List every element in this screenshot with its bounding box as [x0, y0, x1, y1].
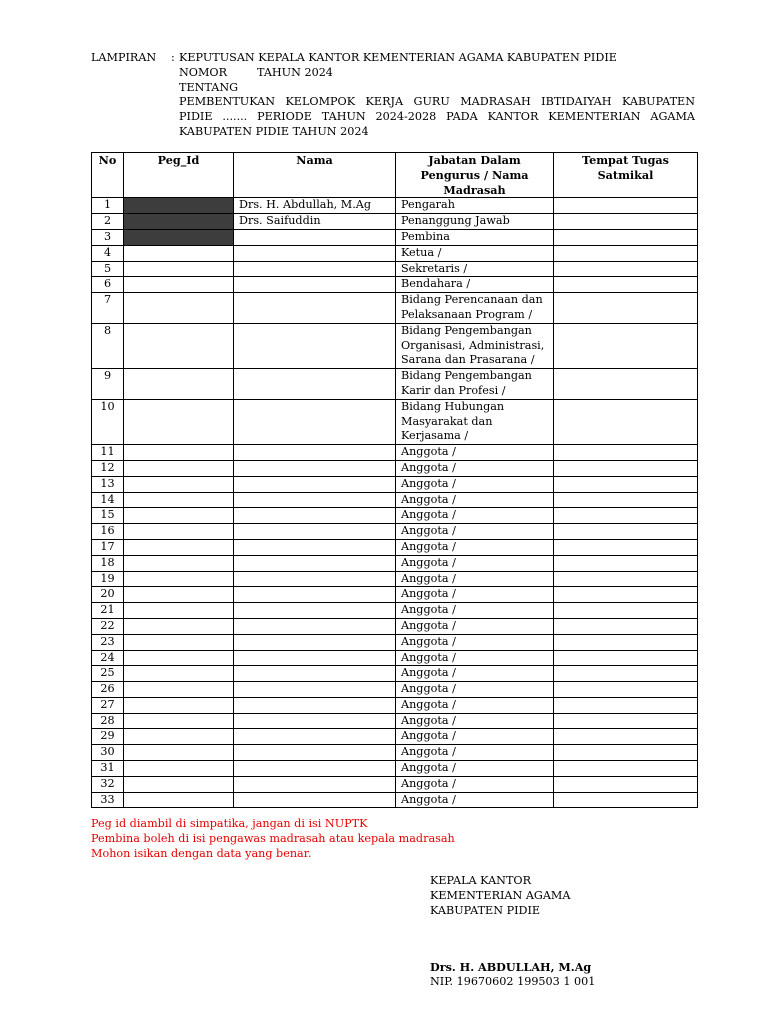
cell-jabatan: Anggota /	[396, 697, 554, 713]
cell-tempat-tugas	[554, 650, 698, 666]
cell-no: 18	[92, 555, 124, 571]
cell-nama	[234, 399, 396, 444]
nomor-line	[179, 66, 695, 81]
cell-jabatan: Bidang Perencanaan dan Pelaksanaan Program /	[396, 293, 554, 324]
cell-jabatan: Anggota /	[396, 555, 554, 571]
cell-nama	[234, 587, 396, 603]
cell-jabatan: Anggota /	[396, 524, 554, 540]
note-line: Pembina boleh di isi pengawas madrasah atau kepala madrasah	[91, 832, 455, 845]
cell-nama	[234, 634, 396, 650]
cell-nama	[234, 603, 396, 619]
cell-jabatan: Sekretaris /	[396, 261, 554, 277]
cell-nama	[234, 682, 396, 698]
cell-tempat-tugas	[554, 571, 698, 587]
cell-jabatan: Anggota /	[396, 587, 554, 603]
cell-tempat-tugas	[554, 492, 698, 508]
cell-peg-id	[124, 445, 234, 461]
cell-nama	[234, 445, 396, 461]
cell-no: 3	[92, 229, 124, 245]
cell-jabatan: Anggota /	[396, 650, 554, 666]
signature-title-line: KEMENTERIAN AGAMA	[430, 889, 571, 902]
cell-jabatan: Pengarah	[396, 198, 554, 214]
cell-no: 20	[92, 587, 124, 603]
header-body	[179, 51, 695, 140]
cell-tempat-tugas	[554, 293, 698, 324]
table-row	[92, 634, 698, 650]
cell-peg-id	[124, 555, 234, 571]
table-row	[92, 745, 698, 761]
cell-jabatan: Anggota /	[396, 761, 554, 777]
cell-peg-id	[124, 476, 234, 492]
cell-no: 26	[92, 682, 124, 698]
cell-nama	[234, 369, 396, 400]
cell-tempat-tugas	[554, 539, 698, 555]
committee-table	[91, 152, 698, 808]
cell-jabatan: Anggota /	[396, 729, 554, 745]
cell-peg-id	[124, 682, 234, 698]
cell-jabatan: Anggota /	[396, 618, 554, 634]
cell-nama	[234, 761, 396, 777]
decree-title: KEPUTUSAN KEPALA KANTOR KEMENTERIAN AGAMA KABUPATEN PIDIE	[179, 51, 617, 64]
table-row	[92, 650, 698, 666]
cell-peg-id	[124, 508, 234, 524]
cell-nama	[234, 618, 396, 634]
cell-peg-id	[124, 713, 234, 729]
subject-line-3: KABUPATEN PIDIE TAHUN 2024	[179, 124, 369, 138]
cell-nama	[234, 555, 396, 571]
cell-nama	[234, 776, 396, 792]
cell-nama	[234, 492, 396, 508]
cell-no: 23	[92, 634, 124, 650]
table-row	[92, 261, 698, 277]
table-row	[92, 524, 698, 540]
cell-nama	[234, 261, 396, 277]
cell-no: 4	[92, 245, 124, 261]
cell-peg-id	[124, 198, 234, 214]
signature-title-line: KABUPATEN PIDIE	[430, 904, 541, 917]
table-row	[92, 713, 698, 729]
cell-nama	[234, 524, 396, 540]
table-row	[92, 682, 698, 698]
cell-no: 12	[92, 460, 124, 476]
header-colon: :	[171, 51, 175, 64]
cell-jabatan: Bendahara /	[396, 277, 554, 293]
table-row	[92, 460, 698, 476]
cell-peg-id	[124, 399, 234, 444]
table-row	[92, 198, 698, 214]
cell-tempat-tugas	[554, 445, 698, 461]
cell-nama	[234, 713, 396, 729]
table-row	[92, 792, 698, 808]
table-row	[92, 508, 698, 524]
cell-jabatan: Bidang Pengembangan Karir dan Profesi /	[396, 369, 554, 400]
cell-nama	[234, 460, 396, 476]
table-row	[92, 445, 698, 461]
cell-tempat-tugas	[554, 369, 698, 400]
cell-peg-id	[124, 650, 234, 666]
table-row	[92, 399, 698, 444]
cell-peg-id	[124, 261, 234, 277]
cell-no: 25	[92, 666, 124, 682]
cell-jabatan: Anggota /	[396, 634, 554, 650]
table-row	[92, 555, 698, 571]
cell-jabatan: Anggota /	[396, 666, 554, 682]
cell-jabatan: Anggota /	[396, 792, 554, 808]
cell-no: 14	[92, 492, 124, 508]
cell-tempat-tugas	[554, 666, 698, 682]
cell-tempat-tugas	[554, 198, 698, 214]
cell-no: 10	[92, 399, 124, 444]
cell-peg-id	[124, 460, 234, 476]
cell-nama	[234, 539, 396, 555]
col-header-jabatan: Jabatan Dalam Pengurus / Nama Madrasah	[396, 153, 554, 198]
cell-peg-id	[124, 539, 234, 555]
cell-jabatan: Bidang Pengembangan Organisasi, Administrasi, Sarana dan Prasarana /	[396, 323, 554, 368]
cell-peg-id	[124, 277, 234, 293]
table-row	[92, 776, 698, 792]
cell-jabatan: Bidang Hubungan Masyarakat dan Kerjasama /	[396, 399, 554, 444]
cell-tempat-tugas	[554, 261, 698, 277]
col-header-peg-id: Peg_Id	[124, 153, 234, 198]
cell-no: 21	[92, 603, 124, 619]
table-row	[92, 539, 698, 555]
table-row	[92, 571, 698, 587]
cell-nama	[234, 245, 396, 261]
cell-no: 31	[92, 761, 124, 777]
cell-peg-id	[124, 697, 234, 713]
cell-no: 6	[92, 277, 124, 293]
cell-peg-id	[124, 776, 234, 792]
cell-nama: Drs. H. Abdullah, M.Ag	[234, 198, 396, 214]
nomor-label: NOMOR	[179, 65, 228, 79]
subject-line-1: PEMBENTUKAN KELOMPOK KERJA GURU MADRASAH IBTIDAIYAH KABUPATEN	[179, 95, 695, 109]
cell-no: 30	[92, 745, 124, 761]
table-header-row	[92, 153, 698, 198]
cell-no: 8	[92, 323, 124, 368]
cell-tempat-tugas	[554, 729, 698, 745]
table-row	[92, 666, 698, 682]
cell-peg-id	[124, 603, 234, 619]
lampiran-label: LAMPIRAN	[91, 51, 157, 64]
cell-tempat-tugas	[554, 555, 698, 571]
cell-jabatan: Anggota /	[396, 776, 554, 792]
cell-nama	[234, 508, 396, 524]
signatory-name: Drs. H. ABDULLAH, M.Ag	[430, 960, 592, 974]
cell-tempat-tugas	[554, 745, 698, 761]
cell-jabatan: Anggota /	[396, 445, 554, 461]
cell-tempat-tugas	[554, 618, 698, 634]
col-header-no: No	[92, 153, 124, 198]
cell-no: 2	[92, 214, 124, 230]
cell-peg-id	[124, 524, 234, 540]
cell-tempat-tugas	[554, 713, 698, 729]
cell-peg-id	[124, 745, 234, 761]
cell-no: 5	[92, 261, 124, 277]
cell-no: 24	[92, 650, 124, 666]
cell-peg-id	[124, 761, 234, 777]
cell-peg-id	[124, 323, 234, 368]
table-row	[92, 492, 698, 508]
table-row	[92, 293, 698, 324]
table-row	[92, 369, 698, 400]
cell-jabatan: Pembina	[396, 229, 554, 245]
cell-tempat-tugas	[554, 697, 698, 713]
cell-peg-id	[124, 792, 234, 808]
cell-no: 1	[92, 198, 124, 214]
cell-nama	[234, 792, 396, 808]
cell-peg-id	[124, 229, 234, 245]
subject-line-2: PIDIE ....... PERIODE TAHUN 2024-2028 PADA KANTOR KEMENTERIAN AGAMA	[179, 110, 695, 124]
table-row	[92, 323, 698, 368]
cell-nama	[234, 571, 396, 587]
cell-peg-id	[124, 634, 234, 650]
cell-jabatan: Anggota /	[396, 682, 554, 698]
cell-jabatan: Anggota /	[396, 476, 554, 492]
cell-nama	[234, 323, 396, 368]
cell-nama	[234, 229, 396, 245]
cell-tempat-tugas	[554, 229, 698, 245]
cell-tempat-tugas	[554, 761, 698, 777]
cell-no: 16	[92, 524, 124, 540]
note-line: Mohon isikan dengan data yang benar.	[91, 847, 312, 860]
cell-nama	[234, 745, 396, 761]
cell-nama: Drs. Saifuddin	[234, 214, 396, 230]
cell-tempat-tugas	[554, 399, 698, 444]
cell-no: 22	[92, 618, 124, 634]
cell-no: 17	[92, 539, 124, 555]
table-row	[92, 245, 698, 261]
cell-peg-id	[124, 245, 234, 261]
cell-jabatan: Anggota /	[396, 713, 554, 729]
cell-peg-id	[124, 618, 234, 634]
table-row	[92, 277, 698, 293]
cell-peg-id	[124, 369, 234, 400]
cell-no: 32	[92, 776, 124, 792]
cell-tempat-tugas	[554, 792, 698, 808]
cell-jabatan: Anggota /	[396, 508, 554, 524]
table-row	[92, 697, 698, 713]
cell-nama	[234, 729, 396, 745]
cell-jabatan: Anggota /	[396, 745, 554, 761]
cell-peg-id	[124, 293, 234, 324]
table-row	[92, 618, 698, 634]
cell-peg-id	[124, 214, 234, 230]
cell-nama	[234, 476, 396, 492]
cell-tempat-tugas	[554, 682, 698, 698]
cell-no: 29	[92, 729, 124, 745]
cell-no: 13	[92, 476, 124, 492]
cell-jabatan: Ketua /	[396, 245, 554, 261]
table-body	[92, 198, 698, 808]
nomor-year: TAHUN 2024	[257, 65, 333, 79]
cell-tempat-tugas	[554, 277, 698, 293]
cell-no: 33	[92, 792, 124, 808]
table-row	[92, 476, 698, 492]
cell-jabatan: Anggota /	[396, 603, 554, 619]
cell-jabatan: Anggota /	[396, 571, 554, 587]
cell-no: 7	[92, 293, 124, 324]
cell-jabatan: Anggota /	[396, 492, 554, 508]
cell-peg-id	[124, 492, 234, 508]
cell-jabatan: Anggota /	[396, 460, 554, 476]
cell-peg-id	[124, 666, 234, 682]
table-row	[92, 229, 698, 245]
cell-peg-id	[124, 587, 234, 603]
signatory-nip: NIP. 19670602 199503 1 001	[430, 975, 596, 988]
cell-no: 15	[92, 508, 124, 524]
col-header-tempat-tugas: Tempat Tugas Satmikal	[554, 153, 698, 198]
cell-tempat-tugas	[554, 476, 698, 492]
cell-tempat-tugas	[554, 245, 698, 261]
col-header-nama: Nama	[234, 153, 396, 198]
cell-tempat-tugas	[554, 524, 698, 540]
tentang-label: TENTANG	[179, 80, 239, 94]
cell-tempat-tugas	[554, 508, 698, 524]
table-row	[92, 729, 698, 745]
cell-tempat-tugas	[554, 460, 698, 476]
table-row	[92, 587, 698, 603]
cell-jabatan: Anggota /	[396, 539, 554, 555]
cell-no: 9	[92, 369, 124, 400]
instruction-notes	[91, 816, 455, 861]
cell-no: 19	[92, 571, 124, 587]
signature-block	[430, 873, 570, 918]
cell-nama	[234, 277, 396, 293]
cell-no: 11	[92, 445, 124, 461]
cell-tempat-tugas	[554, 603, 698, 619]
cell-nama	[234, 666, 396, 682]
cell-tempat-tugas	[554, 214, 698, 230]
table-row	[92, 603, 698, 619]
cell-jabatan: Penanggung Jawab	[396, 214, 554, 230]
signature-title-line: KEPALA KANTOR	[430, 874, 531, 887]
cell-no: 28	[92, 713, 124, 729]
cell-tempat-tugas	[554, 634, 698, 650]
cell-tempat-tugas	[554, 776, 698, 792]
cell-peg-id	[124, 571, 234, 587]
cell-nama	[234, 697, 396, 713]
cell-no: 27	[92, 697, 124, 713]
cell-tempat-tugas	[554, 587, 698, 603]
table-row	[92, 761, 698, 777]
cell-nama	[234, 650, 396, 666]
cell-nama	[234, 293, 396, 324]
note-line: Peg id diambil di simpatika, jangan di isi NUPTK	[91, 817, 368, 830]
table-row	[92, 214, 698, 230]
cell-tempat-tugas	[554, 323, 698, 368]
cell-peg-id	[124, 729, 234, 745]
